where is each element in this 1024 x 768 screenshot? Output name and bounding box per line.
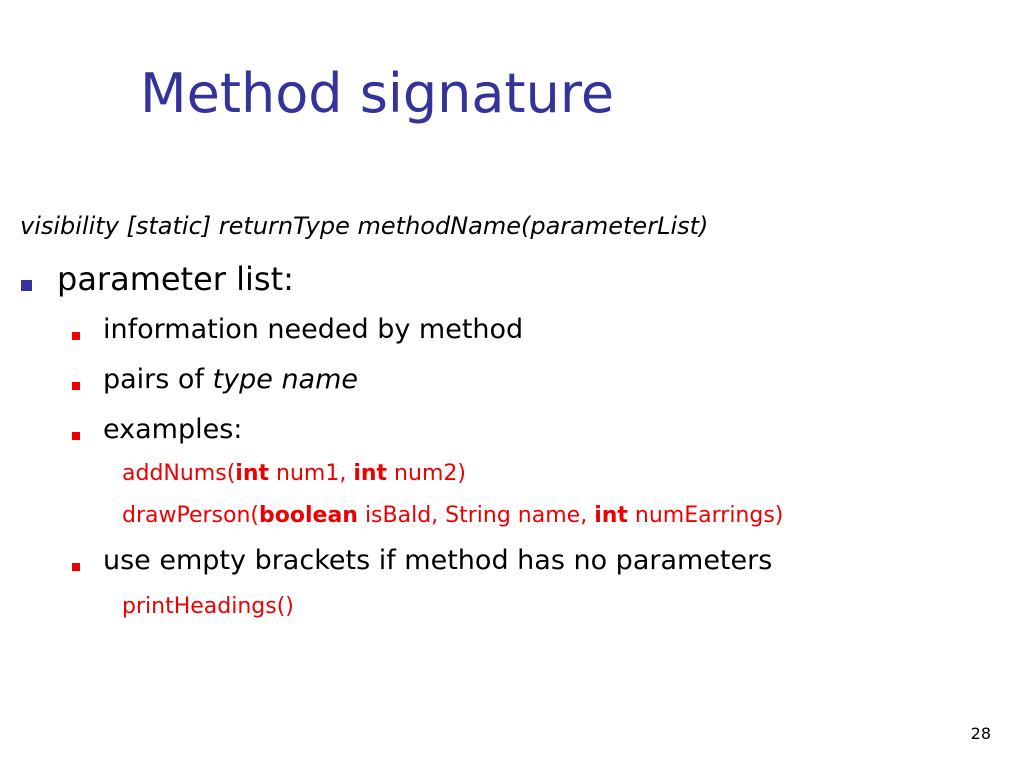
example-addnums-part2: num1, <box>269 461 354 486</box>
example-drawperson-keyword2: int <box>594 503 628 528</box>
secondary-bullet-icon <box>72 382 80 390</box>
example-addnums-part3: num2) <box>387 461 466 486</box>
sub-bullet-pairs-prefix: pairs of <box>103 364 213 395</box>
primary-bullet-icon <box>21 280 32 291</box>
sub-bullet-pairs-emphasis: type name <box>212 364 359 395</box>
example-drawperson-keyword1: boolean <box>259 503 358 528</box>
sub-bullet-information: information needed by method <box>103 314 524 345</box>
example-drawperson-part2: isBald, String name, <box>357 503 595 528</box>
example-addnums <box>122 461 466 486</box>
example-drawperson-part3: numEarrings) <box>627 503 784 528</box>
secondary-bullet-icon <box>72 332 80 340</box>
sub-bullet-empty-brackets: use empty brackets if method has no parameters <box>103 545 773 576</box>
example-addnums-keyword1: int <box>235 461 270 486</box>
method-signature-syntax: visibility [static] returnType methodName(parameterList) <box>20 212 709 240</box>
slide-title: Method signature <box>140 62 615 125</box>
sub-bullet-pairs <box>103 364 358 395</box>
sub-bullet-examples: examples: <box>103 414 243 445</box>
example-drawperson-part1: drawPerson( <box>122 503 259 528</box>
secondary-bullet-icon <box>72 432 80 440</box>
secondary-bullet-icon <box>72 563 80 571</box>
example-printheadings: printHeadings() <box>122 594 294 619</box>
page-number: 28 <box>970 724 991 743</box>
bullet-parameter-list: parameter list: <box>57 260 294 298</box>
example-drawperson <box>122 503 783 528</box>
example-addnums-keyword2: int <box>353 461 388 486</box>
example-addnums-part1: addNums( <box>122 461 236 486</box>
